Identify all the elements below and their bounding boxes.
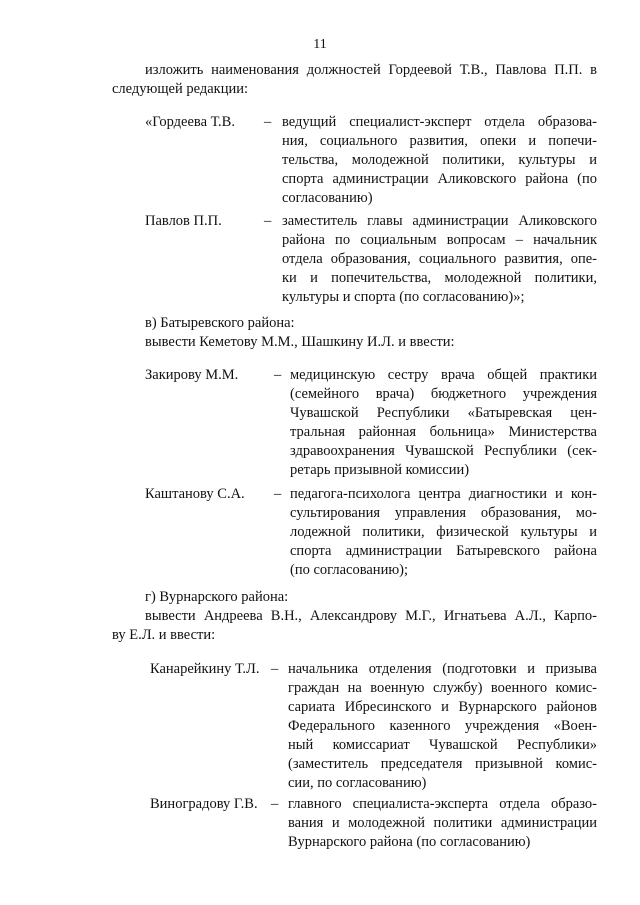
entry-name: Виноградову Г.В.	[150, 796, 258, 812]
desc-line: ведущий специалист-эксперт отдела образова-	[282, 114, 597, 130]
desc-line: (семейного врача) бюджетного учреждения	[290, 386, 597, 402]
entry-dash: –	[264, 213, 272, 229]
section-g-instruction-line-2: ву Е.Л. и ввести:	[112, 627, 216, 643]
desc-line: тельства, молодежной политики, культуры и	[282, 152, 597, 168]
desc-line: ния, социального развития, опеки и попечи-	[282, 133, 597, 149]
desc-line: района по социальным вопросам – начальник	[282, 232, 597, 248]
section-g-instruction-line-1: вывести Андреева В.Н., Александрову М.Г., Игнатьева А.Л., Карпо-	[145, 608, 597, 624]
desc-line: медицинскую сестру врача общей практики	[290, 367, 597, 383]
entry-description	[288, 660, 597, 793]
desc-line: ретарь призывной комиссии)	[290, 462, 470, 478]
desc-line: Чувашской Республики «Батыревская цен-	[290, 405, 597, 421]
desc-line: сии, по согласованию)	[288, 775, 427, 791]
desc-line: лодежной политики, физической культуры и	[290, 524, 597, 540]
desc-line: Федерального казенного учреждения «Воен-	[288, 718, 597, 734]
desc-line: здравоохранения Чувашской Республики (сек-	[290, 443, 597, 459]
desc-line: Вурнарского района (по согласованию)	[288, 834, 531, 850]
entry-name: Канарейкину Т.Л.	[150, 661, 260, 677]
section-b-instruction: вывести Кеметову М.М., Шашкину И.Л. и ввести:	[145, 334, 455, 350]
desc-line: вания и молодежной политики администрации	[288, 815, 597, 831]
page-number: 11	[313, 37, 327, 52]
entry-kashtanova	[0, 485, 640, 585]
desc-line: (по согласованию);	[290, 562, 409, 578]
desc-line: ки и попечительства, молодежной политики,	[282, 270, 597, 286]
desc-line: педагога-психолога центра диагностики и кон-	[290, 486, 597, 502]
section-g-heading: г) Вурнарского района:	[145, 589, 289, 605]
desc-line: спорта администрации Аликовского района (по	[282, 171, 597, 187]
entry-dash: –	[271, 796, 279, 812]
desc-line: сультирования управления образования, мо-	[290, 505, 597, 521]
entry-vinogradova	[0, 795, 640, 855]
entry-name: «Гордеева Т.В.	[145, 114, 235, 130]
entry-name: Закирову М.М.	[145, 367, 239, 383]
desc-line: отдела образования, социального развития, опе-	[282, 251, 597, 267]
entry-description	[290, 366, 597, 480]
section-b-heading: в) Батыревского района:	[145, 315, 295, 331]
desc-line: начальника отделения (подготовки и призыва	[288, 661, 597, 677]
entry-description	[282, 113, 597, 208]
intro-line-1: изложить наименования должностей Гордеевой Т.В., Павлова П.П. в	[145, 62, 597, 78]
entry-gordeeva	[0, 113, 640, 213]
entry-description	[282, 212, 597, 307]
entry-name: Павлов П.П.	[145, 213, 222, 229]
desc-line: заместитель главы администрации Аликовского	[282, 213, 597, 229]
entry-dash: –	[274, 486, 282, 502]
desc-line: сариата Ибресинского и Вурнарского районов	[288, 699, 597, 715]
entry-name: Каштанову С.А.	[145, 486, 245, 502]
entry-zakirova	[0, 366, 640, 486]
entry-dash: –	[264, 114, 272, 130]
desc-line: согласованию)	[282, 190, 373, 206]
entry-kanareikina	[0, 660, 640, 800]
desc-line: спорта администрации Батыревского района	[290, 543, 597, 559]
desc-line: ный комиссариат Чувашской Республики»	[288, 737, 597, 753]
entry-dash: –	[271, 661, 279, 677]
desc-line: культуры и спорта (по согласованию)»;	[282, 289, 525, 305]
entry-description	[288, 795, 597, 852]
entry-pavlov	[0, 212, 640, 312]
desc-line: (заместитель председателя призывной комис-	[288, 756, 597, 772]
desc-line: главного специалиста-эксперта отдела образо-	[288, 796, 597, 812]
desc-line: тральная районная больница» Министерства	[290, 424, 597, 440]
desc-line: граждан на военную службу) военного комис-	[288, 680, 597, 696]
intro-line-2: следующей редакции:	[112, 81, 249, 97]
entry-description	[290, 485, 597, 580]
entry-dash: –	[274, 367, 282, 383]
